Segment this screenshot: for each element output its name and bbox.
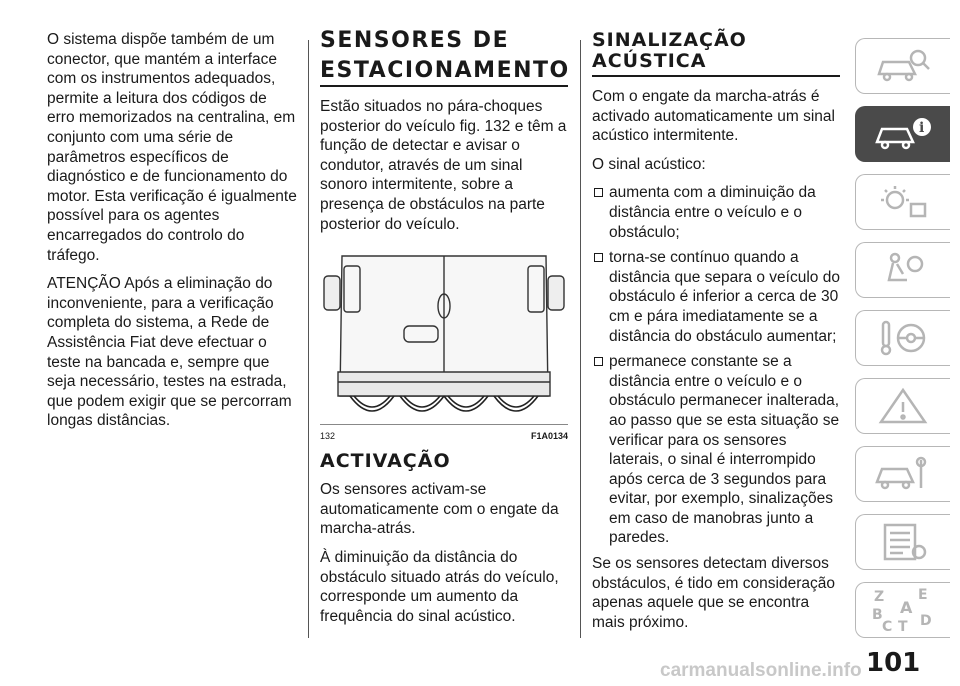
watermark: carmanualsonline.info xyxy=(660,660,862,681)
paragraph-attention: ATENÇÃO Após a eliminação do inconveniente, para a verificação completa do sistema, a Rede de Assistência Fiat deve efectuar o teste na bancada e, sempre que seja necessário, testes na estrada, que podem exigir que se percorram longas distâncias. xyxy=(47,275,292,430)
checkbox-bullet-icon xyxy=(594,253,603,262)
section-title xyxy=(320,30,568,87)
letter: B xyxy=(872,607,883,623)
car-wrench-icon xyxy=(873,454,933,494)
column-1 xyxy=(47,30,297,440)
svg-text:i: i xyxy=(919,120,925,136)
paragraph-activation: Os sensores activam-se automaticamente com o engate da marcha-atrás. xyxy=(320,481,559,538)
checkbox-bullet-icon xyxy=(594,357,603,366)
column-2 xyxy=(320,30,568,635)
paragraph-frequency: À diminuição da distância do obstáculo situado atrás do veículo, corresponde um aumento da frequência do sinal acústico. xyxy=(320,548,559,625)
van-rear-bumper-illustration xyxy=(320,246,568,424)
letter: A xyxy=(900,598,913,617)
car-info-icon xyxy=(873,114,933,154)
letter: C xyxy=(882,619,893,633)
list-item xyxy=(592,352,840,548)
chapter-sidebar xyxy=(855,38,950,650)
list-item-text: permanece constante se a distância entre o veículo e o obstáculo permanecer inalterada, ao passo que se esta situação se verificar para os sensores laterais, o sinal é interrompido após cerca de 3 segundos para evitar, por exemplo, sinalizações em caso de manobras junto a paredes. xyxy=(609,353,840,547)
paragraph-multiple-obstacles: Se os sensores detectam diversos obstáculos, é tido em consideração apenas aquele que se encontra mais próximo. xyxy=(592,555,835,631)
warning-triangle-icon xyxy=(873,386,933,426)
section-title-line-1: SENSORES DE xyxy=(320,28,510,53)
data-list-icon xyxy=(873,522,933,562)
list-item-text: torna-se contínuo quando a distância que separa o veículo do obstáculo é inferior a cerca de 30 cm e pára imediatamente se a distância do obstáculo aumentar; xyxy=(609,249,840,345)
alphabet-index-icon xyxy=(868,587,938,633)
tab-alphabet-index[interactable] xyxy=(855,582,950,638)
page-number: 101 xyxy=(866,648,921,678)
car-search-icon xyxy=(873,46,933,86)
paragraph-acoustic-signal: O sinal acústico: xyxy=(592,155,706,173)
figure-132 xyxy=(320,246,568,441)
acoustic-signal-title xyxy=(592,30,840,77)
list-item xyxy=(592,248,840,346)
tab-car-wrench[interactable] xyxy=(855,446,950,502)
list-item xyxy=(592,183,840,242)
letter: Z xyxy=(874,589,885,605)
acoustic-signal-heading: SINALIZAÇÃO ACÚSTICA xyxy=(592,29,747,72)
section-title-line-2: ESTACIONAMENTO xyxy=(320,58,570,83)
subheading-activation: ACTIVAÇÃO xyxy=(320,450,451,473)
tab-key-steering[interactable] xyxy=(855,310,950,366)
tab-car-info[interactable] xyxy=(855,106,950,162)
paragraph-diagnostic-connector: O sistema dispõe também de um conector, que mantém a interface com os instrumentos adequados, permite a leitura dos códigos de erro memorizados na centralina, em conjunto com uma série de parâmetros específicos de diagnóstico e de funcionamento do motor. Esta verificação é igualmente possível para os agentes encarregados do controlo do tráfego. xyxy=(47,31,297,264)
letter: E xyxy=(918,587,928,603)
tab-data-list[interactable] xyxy=(855,514,950,570)
seat-airbag-icon xyxy=(873,250,933,290)
tab-warning-lights[interactable] xyxy=(855,174,950,230)
paragraph-acoustic-intro: Com o engate da marcha-atrás é activado automaticamente um sinal acústico intermitente. xyxy=(592,88,835,145)
column-3 xyxy=(592,30,840,641)
warning-lights-icon xyxy=(873,182,933,222)
column-divider-1 xyxy=(308,40,309,638)
column-divider-2 xyxy=(580,40,581,638)
letter: D xyxy=(920,613,932,629)
paragraph-sensors-location: Estão situados no pára-choques posterior do veículo fig. 132 e têm a função de detectar e avisar o condutor, através de um sinal sonoro intermitente, sobre a presença de obstáculos na parte posterior do veículo. xyxy=(320,98,567,233)
figure-number: 132 xyxy=(320,431,336,442)
key-steering-wheel-icon xyxy=(873,318,933,358)
checkbox-bullet-icon xyxy=(594,188,603,197)
tab-warning-triangle[interactable] xyxy=(855,378,950,434)
list-item-text: aumenta com a diminuição da distância entre o veículo e o obstáculo; xyxy=(609,184,816,241)
tab-car-search[interactable] xyxy=(855,38,950,94)
figure-code: F1A0134 xyxy=(530,431,568,442)
tab-seat-airbag[interactable] xyxy=(855,242,950,298)
figure-caption xyxy=(320,424,568,447)
letter: T xyxy=(898,619,908,633)
